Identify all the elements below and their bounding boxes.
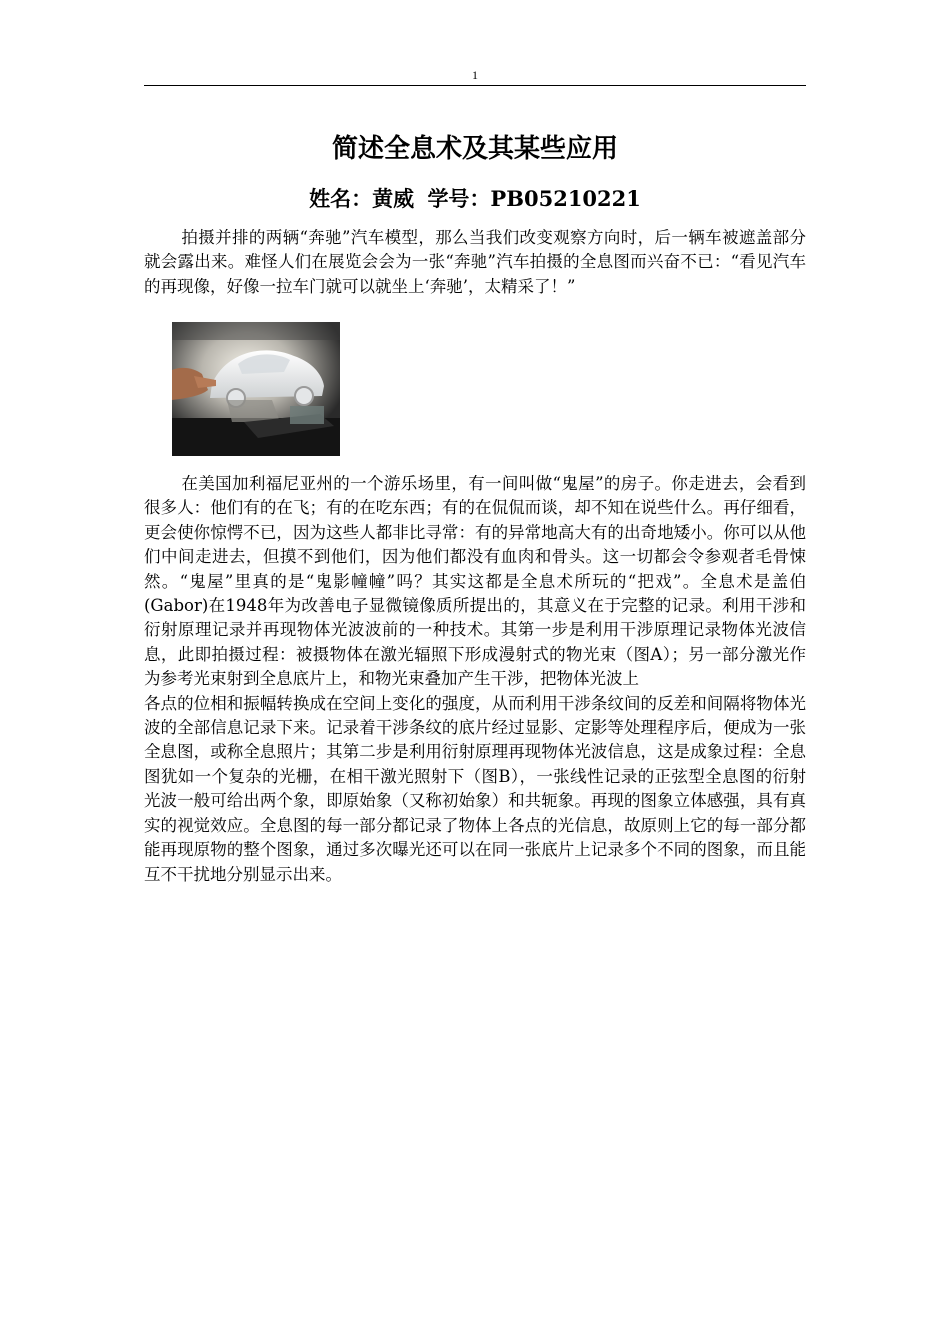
header-rule	[144, 85, 806, 86]
student-id: 学号：PB05210221	[427, 186, 641, 211]
hologram-car-photo-icon	[172, 322, 340, 456]
paragraph-haunted-house-text-1: 在美国加利福尼亚州的一个游乐场里，有一间叫做“鬼屋”的房子。你走进去，会看到很多人：他们有的在飞；有的在吃东西；有的在侃侃而谈，却不知在说些什么。再仔细看，更会使你惊愕不已，因为这些人都非比寻常：有的异常地高大有的出奇地矮小。你可以从他们中间走进去，但摸不到他们，因为他们都没有血肉和骨头。这一切都会令参观者毛骨悚然。“鬼屋”里真的是“鬼影幢幢”吗？其实这都是全息术所玩的“把戏”。全息术是盖伯(Gabor)在1948年为改善电子显微镜像质所提出的，其意义在于完整的记录。利用干涉和衍射原理记录并再现物体光波波前的一种技术。其第一步是利用干涉原理记录物体光波信息，此即拍摄过程：被摄物体在激光辐照下形成漫射式的物光束（图A）；另一部分激光作为参考光束射到全息底片上，和物光束叠加产生干涉，把物体光波上	[144, 474, 806, 689]
document-title: 简述全息术及其某些应用	[331, 134, 618, 164]
author-line	[144, 184, 806, 214]
paragraph-intro	[144, 226, 806, 299]
paragraph-haunted-house-text-2: 各点的位相和振幅转换成在空间上变化的强度，从而利用干涉条纹间的反差和间隔将物体光波的全部信息记录下来。记录着干涉条纹的底片经过显影、定影等处理程序后，便成为一张全息图，或称全息照片；其第二步是利用衍射原理再现物体光波信息，这是成象过程：全息图犹如一个复杂的光栅，在相干激光照射下（图B），一张线性记录的正弦型全息图的衍射光波一般可给出两个象，即原始象（又称初始象）和共轭象。再现的图象立体感强，具有真实的视觉效应。全息图的每一部分都记录了物体上各点的光信息，故原则上它的每一部分都能再现原物的整个图象，通过多次曝光还可以在同一张底片上记录多个不同的图象，而且能互不干扰地分别显示出来。	[144, 693, 806, 884]
page-number: 1	[472, 68, 478, 82]
paragraph-haunted-house	[144, 472, 806, 887]
author-name: 姓名：黄威	[309, 186, 415, 211]
hologram-car-photo	[172, 322, 340, 456]
paragraph-intro-text: 拍摄并排的两辆“奔驰”汽车模型，那么当我们改变观察方向时，后一辆车被遮盖部分就会露出来。难怪人们在展览会会为一张“奔驰”汽车拍摄的全息图而兴奋不已：“看见汽车的再现像，好像一拉车门就可以就坐上‘奔驰’，太精采了！”	[144, 228, 806, 296]
